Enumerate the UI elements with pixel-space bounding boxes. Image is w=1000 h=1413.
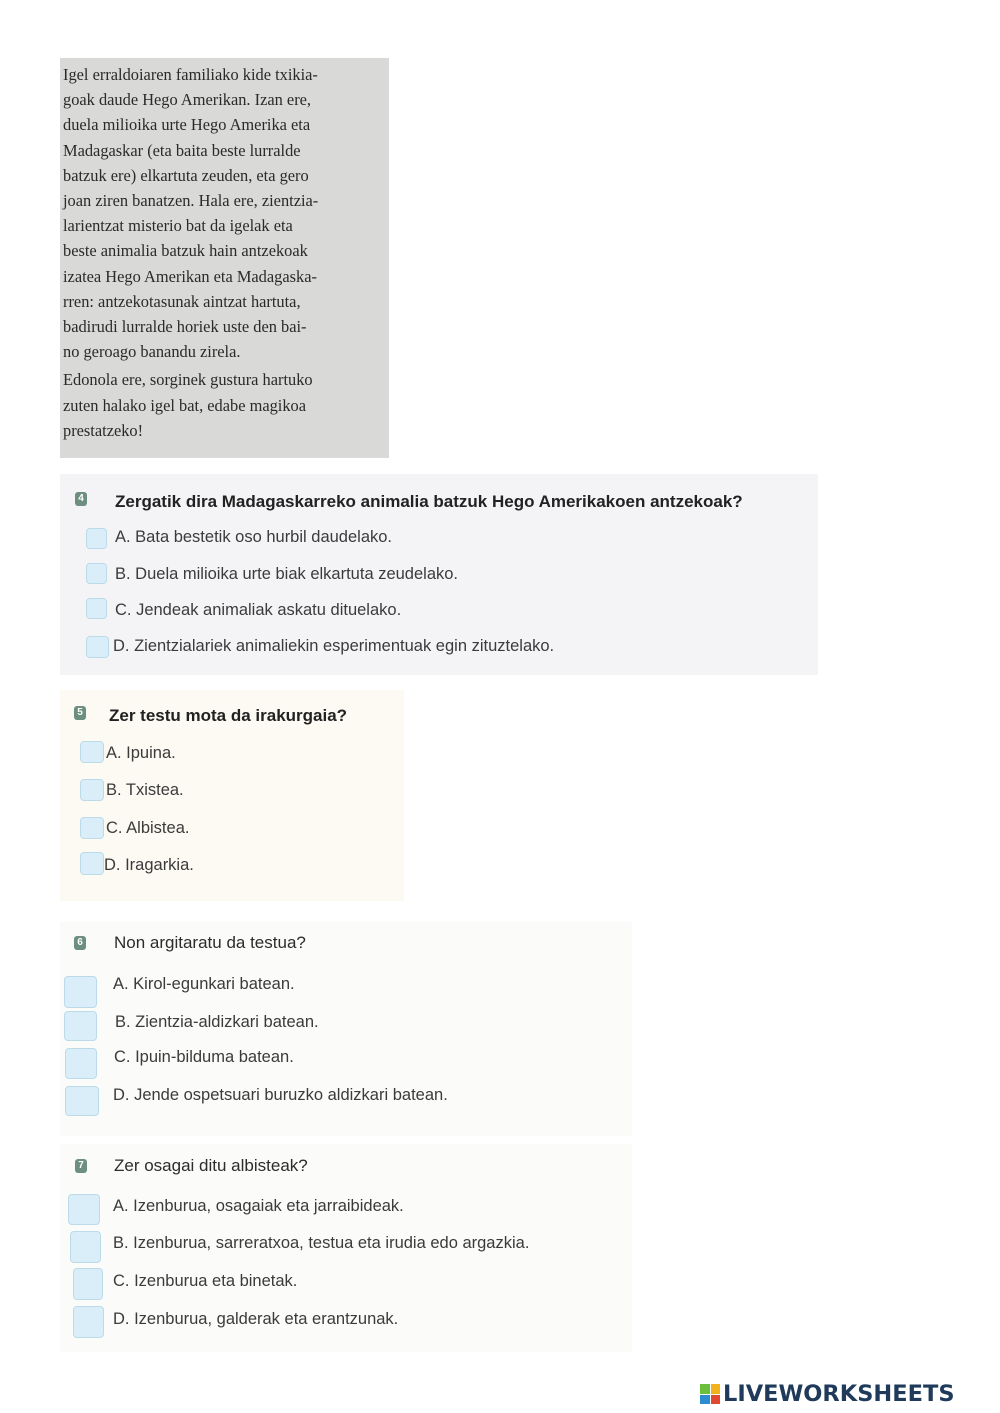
answer-checkbox[interactable] [86, 528, 107, 549]
text-line: izatea Hego Amerikan eta Madagaska- [63, 266, 317, 286]
liveworksheets-logo-icon [700, 1384, 720, 1404]
option-label: A. Ipuina. [106, 744, 176, 762]
answer-checkbox[interactable] [80, 741, 104, 763]
option-label: B. Txistea. [106, 781, 184, 799]
text-line: Igel erraldoiaren familiako kide txikia- [63, 65, 318, 84]
answer-checkbox[interactable] [80, 817, 104, 839]
question-title: Zergatik dira Madagaskarreko animalia batzuk Hego Amerikakoen antzekoak? [115, 492, 743, 511]
text-line: larientzat misterio bat da igelak eta [63, 216, 293, 236]
answer-checkbox[interactable] [86, 598, 107, 619]
option-label: D. Zientzialariek animaliekin esperimentuak egin zituztelako. [113, 637, 555, 655]
reading-paragraph-2 [63, 367, 385, 443]
question-title: Zer testu mota da irakurgaia? [109, 706, 348, 725]
answer-checkbox[interactable] [86, 563, 107, 584]
option-label: A. Kirol-egunkari batean. [113, 975, 295, 993]
text-line: Edonola ere, sorginek gustura hartuko [63, 370, 313, 390]
question-4 [60, 474, 818, 675]
text-line: rren: antzekotasunak aintzat hartuta, [63, 291, 301, 311]
text-line: no geroago banandu zirela. [63, 342, 241, 362]
text-line: badirudi lurralde horiek uste den bai- [63, 317, 307, 337]
question-6 [60, 922, 632, 1136]
text-line: prestatzeko! [63, 420, 144, 440]
reading-passage [60, 58, 389, 458]
question-number-badge: 5 [74, 706, 86, 720]
question-number-badge: 7 [75, 1159, 87, 1173]
answer-checkbox[interactable] [65, 1086, 99, 1116]
text-line: joan ziren banatzen. Hala ere, zientzia- [63, 191, 319, 211]
option-label: A. Izenburua, osagaiak eta jarraibideak. [113, 1197, 404, 1215]
option-label: B. Zientzia-aldizkari batean. [115, 1013, 319, 1031]
question-7 [60, 1144, 632, 1352]
text-line: Madagaskar (eta baita beste lurralde [63, 140, 301, 160]
answer-checkbox[interactable] [68, 1194, 100, 1225]
answer-checkbox[interactable] [73, 1306, 104, 1338]
answer-checkbox[interactable] [64, 1011, 97, 1041]
answer-checkbox[interactable] [73, 1268, 103, 1300]
option-label: D. Izenburua, galderak eta erantzunak. [113, 1310, 399, 1328]
option-label: D. Jende ospetsuari buruzko aldizkari batean. [113, 1086, 448, 1104]
question-number-badge: 6 [74, 936, 86, 950]
answer-checkbox[interactable] [64, 976, 97, 1008]
answer-checkbox[interactable] [80, 852, 104, 875]
watermark-text: LIVEWORKSHEETS [723, 1381, 955, 1407]
option-label: C. Albistea. [106, 819, 190, 837]
option-label: B. Izenburua, sarreratxoa, testua eta irudia edo argazkia. [113, 1234, 530, 1252]
liveworksheets-watermark [700, 1380, 955, 1408]
text-line: goak daude Hego Amerikan. Izan ere, [63, 90, 312, 110]
text-line: duela milioika urte Hego Amerika eta [63, 115, 311, 135]
option-label: D. Iragarkia. [104, 856, 194, 874]
answer-checkbox[interactable] [86, 636, 109, 658]
text-line: beste animalia batzuk hain antzekoak [63, 241, 308, 261]
option-label: B. Duela milioika urte biak elkartuta zeudelako. [115, 565, 459, 583]
option-label: C. Izenburua eta binetak. [113, 1272, 298, 1290]
answer-checkbox[interactable] [70, 1231, 101, 1263]
question-title: Zer osagai ditu albisteak? [114, 1156, 308, 1175]
option-label: C. Ipuin-bilduma batean. [114, 1048, 294, 1066]
text-line: zuten halako igel bat, edabe magikoa [63, 395, 307, 415]
question-number-badge: 4 [75, 492, 87, 506]
option-label: C. Jendeak animaliak askatu dituelako. [115, 601, 402, 619]
question-title: Non argitaratu da testua? [114, 933, 306, 952]
option-label: A. Bata bestetik oso hurbil daudelako. [115, 528, 393, 546]
question-5 [60, 690, 404, 901]
answer-checkbox[interactable] [65, 1048, 97, 1079]
reading-paragraph-1 [63, 62, 385, 364]
answer-checkbox[interactable] [80, 779, 104, 801]
text-line: batzuk ere) elkartuta zeuden, eta gero [63, 165, 309, 185]
